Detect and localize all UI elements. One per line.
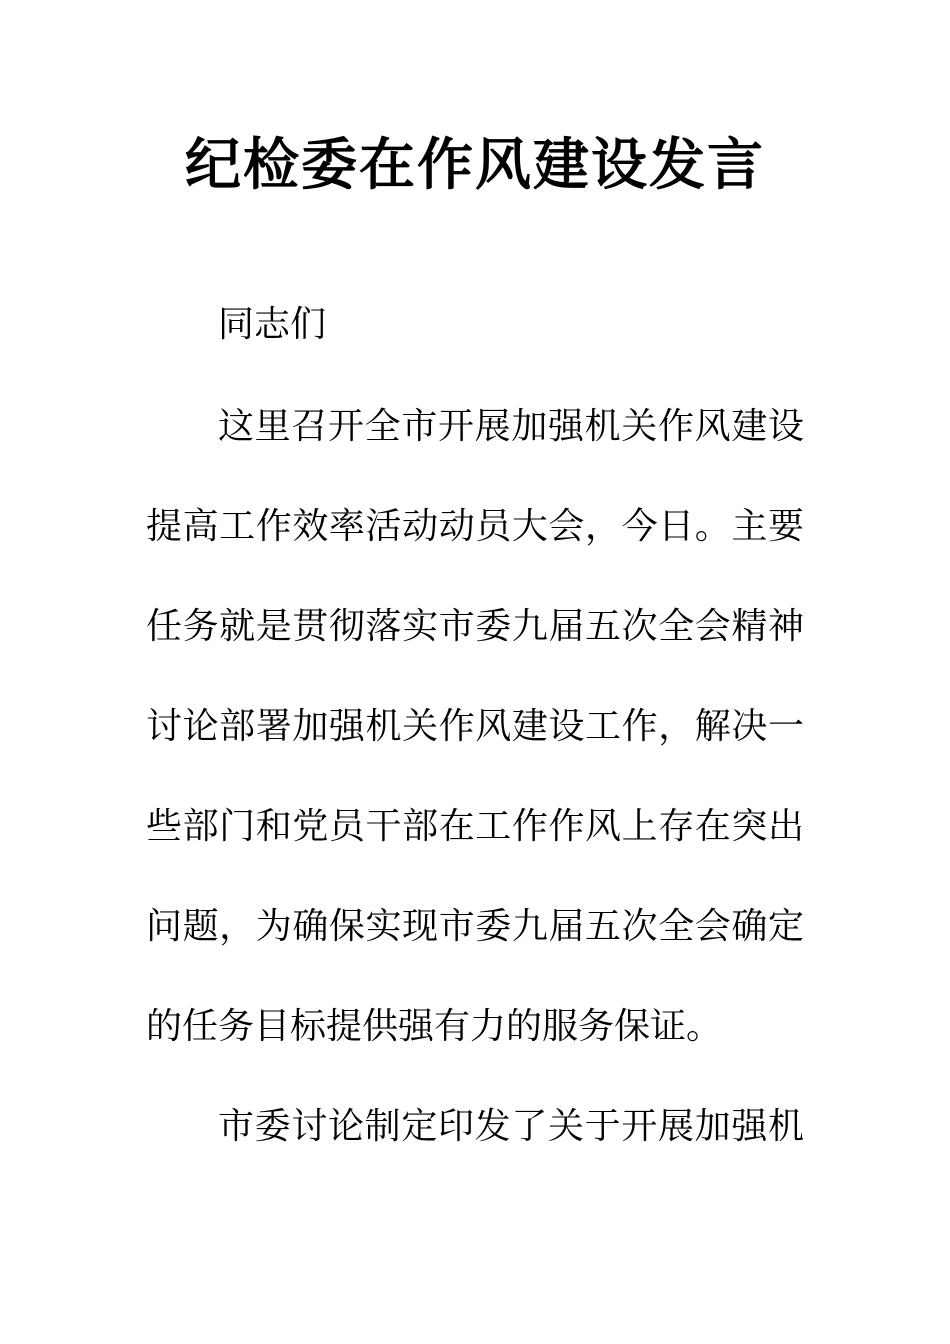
paragraph-line: 问题，为确保实现市委九届五次全会确定 (146, 906, 804, 947)
paragraph-line: 提高工作效率活动动员大会，今日。主要 (146, 506, 804, 547)
paragraph-line: 这里召开全市开展加强机关作风建设 (218, 406, 804, 447)
paragraph-line: 讨论部署加强机关作风建设工作，解决一 (146, 706, 804, 747)
paragraph-line: 市委讨论制定印发了关于开展加强机 (218, 1106, 804, 1147)
paragraph-line: 些部门和党员干部在工作作风上存在突出 (146, 806, 804, 847)
document-title: 纪检委在作风建设发言 (185, 133, 765, 198)
salutation: 同志们 (218, 304, 327, 345)
paragraph-line: 任务就是贯彻落实市委九届五次全会精神 (146, 606, 804, 647)
paragraph-line: 的任务目标提供强有力的服务保证。 (146, 1006, 723, 1047)
